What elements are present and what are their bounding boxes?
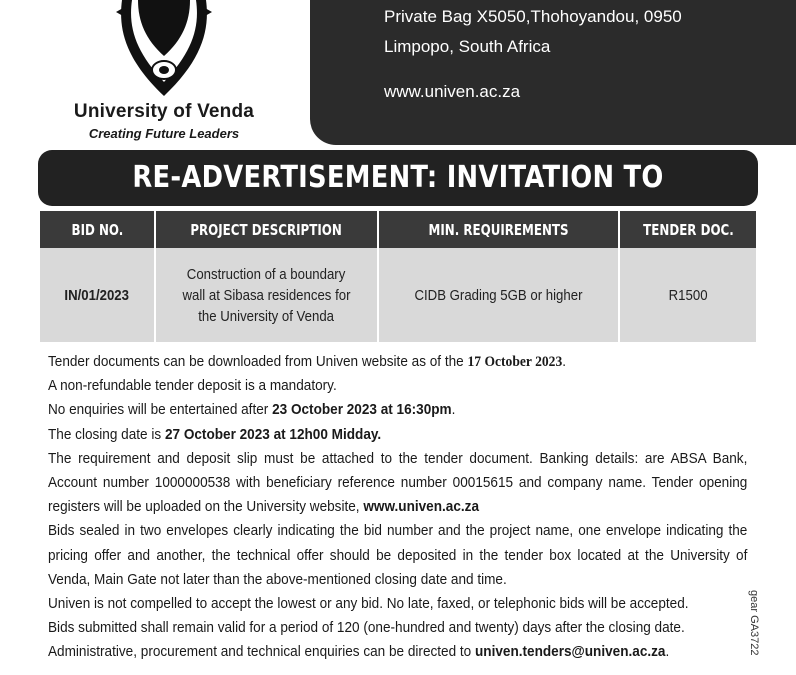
email-link[interactable]: univen.tenders@univen.ac.za — [475, 644, 666, 661]
paragraph-download: Tender documents can be downloaded from Univen website as of the 17 October 2023. — [48, 354, 567, 370]
cell-tender-doc: R1500 — [619, 248, 757, 342]
table-header-row — [39, 211, 757, 248]
paragraph-enquiries-deadline: No enquiries will be entertained after 23 October 2023 at 16:30pm. — [48, 402, 456, 419]
paragraph-contact: Administrative, procurement and technical enquiries can be directed to univen.tenders@univen.ac.za. — [48, 644, 670, 661]
paragraph-deposit: A non-refundable tender deposit is a mandatory. — [48, 378, 337, 395]
paragraph-closing-date: The closing date is 27 October 2023 at 12h00 Midday. — [48, 426, 382, 443]
address-line-1: Private Bag X5050,Thohoyandou, 0950 — [384, 7, 682, 26]
header-bid-no: BID NO. — [39, 211, 155, 248]
university-name: University of Venda — [73, 101, 255, 122]
tender-table — [38, 211, 758, 342]
cell-requirements: CIDB Grading 5GB or higher — [378, 248, 619, 342]
page-title-text: RE-ADVERTISEMENT: INVITATION TO — [132, 160, 664, 195]
university-logo — [64, 0, 264, 150]
header-project-description: PROJECT DESCRIPTION — [155, 211, 378, 248]
tender-body — [48, 350, 748, 665]
header-tender-doc: TENDER DOC. — [619, 211, 757, 248]
website-link-body[interactable]: www.univen.ac.za — [363, 499, 479, 516]
table-row — [39, 248, 757, 342]
cell-description: Construction of a boundary wall at Sibasa residences for the University of Venda — [155, 248, 378, 342]
cell-bid-no: IN/01/2023 — [39, 248, 155, 342]
crest-icon — [116, 0, 212, 100]
university-tagline: Creating Future Leaders — [88, 126, 240, 141]
page-title — [38, 150, 758, 206]
address-line-2: Limpopo, South Africa — [384, 37, 551, 56]
paragraph-validity: Bids submitted shall remain valid for a period of 120 (one-hundred and twenty) days after the closing date. — [48, 620, 685, 637]
side-reference-code: gear GA3722 — [748, 590, 760, 656]
paragraph-envelopes: Bids sealed in two envelopes clearly indicating the bid number and the project name, one envelope indicating the pricing offer and another, the technical offer should be deposited in the tender box located at the University of Venda, Main Gate not later than the above-mentioned closing date and time. — [48, 523, 748, 588]
website-link[interactable]: www.univen.ac.za — [384, 82, 521, 101]
paragraph-banking: The requirement and deposit slip must be attached to the tender document. Banking details: are ABSA Bank, Account number 1000000538 with beneficiary reference number 00015615 and company name. Tender opening registers will be uploaded on the University website, www.univen.ac.za — [48, 450, 748, 516]
paragraph-not-compelled: Univen is not compelled to accept the lowest or any bid. No late, faxed, or telephonic bids will be accepted. — [48, 596, 689, 613]
header-min-requirements: MIN. REQUIREMENTS — [378, 211, 619, 248]
contact-header — [310, 0, 796, 145]
